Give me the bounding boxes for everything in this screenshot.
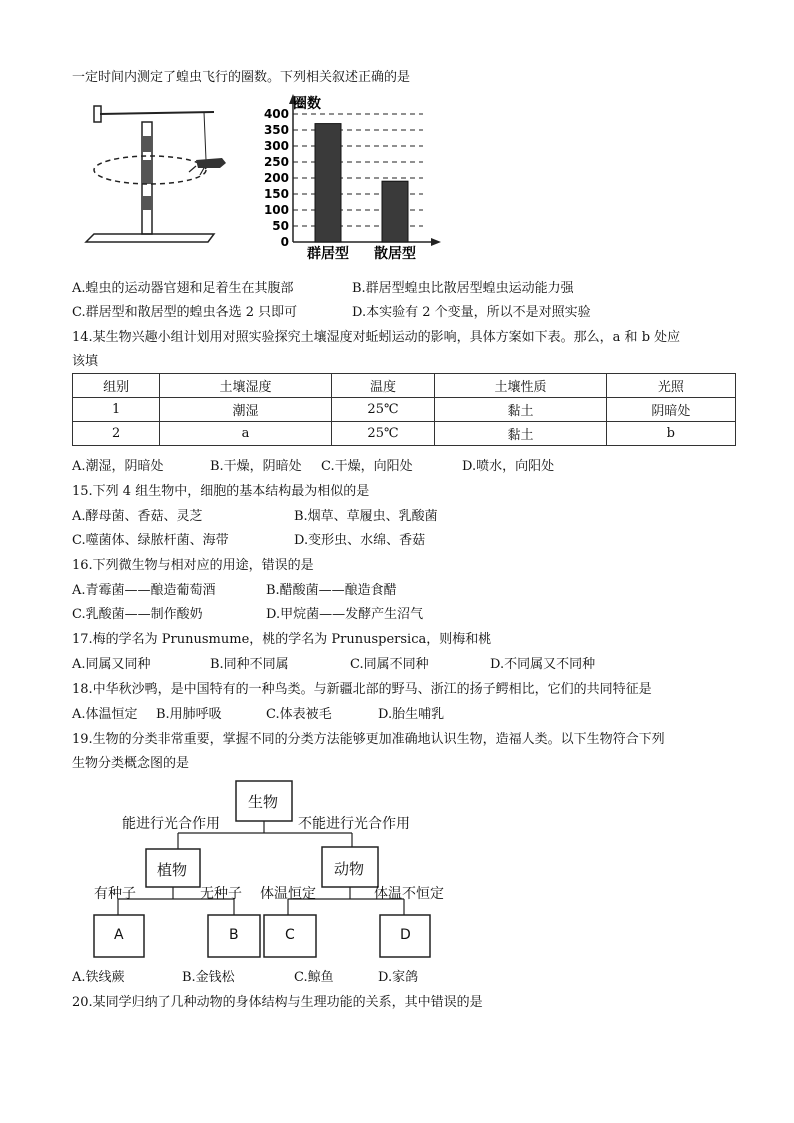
q20-stem: 20.某同学归纳了几种动物的身体结构与生理功能的关系，其中错误的是 [72,995,483,1010]
diagram-animal-right-label: 体温不恒定 [374,886,444,902]
q14-stem-line1: 14.某生物兴趣小组计划用对照实验探究土壤湿度对蚯蚓运动的影响，具体方案如下表。那么，a 和 b 处应 [72,330,681,345]
q13-option-d[interactable]: D.本实验有 2 个变量，所以不是对照实验 [352,305,591,320]
chart-x-tick-labels [307,245,416,262]
q13-option-b[interactable]: B.群居型蝗虫比散居型蝗虫运动能力强 [352,281,574,296]
table-row [73,422,736,446]
table-cell: 黏土 [435,398,606,422]
chart-x-axis-arrow [431,238,441,246]
q16-option-c[interactable]: C.乳酸菌——制作酸奶 [72,607,203,622]
table-cell: 潮湿 [160,398,331,422]
table-cell: 2 [73,422,160,446]
table-cell: b [606,422,735,446]
chart-axes [289,94,441,246]
q14-option-b[interactable]: B.干燥，阴暗处 [210,459,302,474]
chart-x-tick-label: 群居型 [307,246,349,262]
table-cell: a [160,422,331,446]
chart-y-tick-label: 250 [263,155,289,169]
q15-option-b[interactable]: B.烟草、草履虫、乳酸菌 [294,509,438,524]
diagram-left-branch-label: 能进行光合作用 [122,816,220,832]
diagram-leaf-b: B [229,927,239,943]
diagram-animal-left-label: 体温恒定 [260,886,316,902]
q18-option-c[interactable]: C.体表被毛 [266,707,332,722]
chart-bar [315,124,341,242]
chart-y-tick-label: 100 [263,203,289,217]
chart-y-tick-label: 50 [272,219,289,233]
table-cell: 1 [73,398,160,422]
diagram-leaf-a: A [114,927,124,943]
table-header-cell: 土壤性质 [435,374,606,398]
chart-y-tick-label: 150 [263,187,289,201]
table-cell: 25℃ [331,422,435,446]
table-header-cell: 温度 [331,374,435,398]
q14-option-d[interactable]: D.喷水，向阳处 [462,459,555,474]
table-cell: 25℃ [331,398,435,422]
table-cell: 黏土 [435,422,606,446]
diagram-plant-right-label: 无种子 [200,886,242,902]
classification-diagram [88,775,448,965]
q13-option-a[interactable]: A.蝗虫的运动器官翅和足着生在其腹部 [72,281,294,296]
q15-option-d[interactable]: D.变形虫、水绵、香菇 [294,533,426,548]
q19-stem-line1: 19.生物的分类非常重要，掌握不同的分类方法能够更加准确地认识生物，造福人类。以下生物符合下列 [72,732,665,747]
chart-y-axis-label: 圈数 [293,96,321,112]
diagram-plant-left-label: 有种子 [94,886,136,902]
q17-option-b[interactable]: B.同种不同属 [210,657,289,672]
q18-option-d[interactable]: D.胎生哺乳 [378,707,445,722]
q14-table [72,373,736,446]
chart-y-tick-label: 0 [280,235,289,249]
table-header-row [73,374,736,398]
q14-stem-line2: 该填 [72,354,99,369]
q19-option-d[interactable]: D.家鸽 [378,970,419,985]
chart-x-tick-label: 散居型 [374,246,416,262]
q17-option-a[interactable]: A.同属又同种 [72,657,151,672]
table-row [73,398,736,422]
q14-option-c[interactable]: C.干燥，向阳处 [321,459,413,474]
diagram-root-label: 生物 [248,793,279,811]
diagram-leaf-d: D [400,927,411,943]
q16-option-d[interactable]: D.甲烷菌——发酵产生沼气 [266,607,424,622]
diagram-plant-label: 植物 [157,861,188,879]
table-cell: 阴暗处 [606,398,735,422]
q15-option-c[interactable]: C.噬菌体、绿脓杆菌、海带 [72,533,229,548]
q17-option-d[interactable]: D.不同属又不同种 [490,657,596,672]
q18-stem: 18.中华秋沙鸭，是中国特有的一种鸟类。与新疆北部的野马、浙江的扬子鳄相比，它们的共同特征是 [72,682,652,697]
diagram-leaf-c: C [285,927,295,943]
q16-option-b[interactable]: B.醋酸菌——酿造食醋 [266,583,397,598]
chart-bars [315,124,408,242]
q16-stem: 16.下列微生物与相对应的用途，错误的是 [72,558,314,573]
q19-option-c[interactable]: C.鲸鱼 [294,970,334,985]
q13-option-c[interactable]: C.群居型和散居型的蝗虫各选 2 只即可 [72,305,298,320]
locust-flight-apparatus-icon [84,100,274,250]
q19-option-b[interactable]: B.金钱松 [182,970,235,985]
q18-option-b[interactable]: B.用肺呼吸 [156,707,222,722]
q17-option-c[interactable]: C.同属不同种 [350,657,429,672]
q17-stem: 17.梅的学名为 Prunusmume，桃的学名为 Prunuspersica，则梅和桃 [72,632,492,647]
chart-y-tick-label: 200 [263,171,289,185]
q15-stem: 15.下列 4 组生物中，细胞的基本结构最为相似的是 [72,484,370,499]
q15-option-a[interactable]: A.酵母菌、香菇、灵芝 [72,509,203,524]
diagram-animal-label: 动物 [334,860,365,878]
chart-bar [382,181,408,242]
table-header-cell: 组别 [73,374,160,398]
table-header-cell: 光照 [606,374,735,398]
q18-option-a[interactable]: A.体温恒定 [72,707,138,722]
flight-laps-bar-chart [255,92,445,262]
q19-option-a[interactable]: A.铁线蕨 [72,970,125,985]
q16-option-a[interactable]: A.青霉菌——酿造葡萄酒 [72,583,216,598]
intro-text: 一定时间内测定了蝗虫飞行的圈数。下列相关叙述正确的是 [72,70,411,85]
diagram-right-branch-label: 不能进行光合作用 [298,816,410,832]
chart-y-tick-label: 400 [263,107,289,121]
chart-y-tick-labels [264,107,289,249]
q19-stem-line2: 生物分类概念图的是 [72,756,190,771]
chart-y-tick-label: 350 [263,123,289,137]
q14-option-a[interactable]: A.潮湿，阴暗处 [72,459,164,474]
table-header-cell: 土壤湿度 [160,374,331,398]
chart-y-tick-label: 300 [263,139,289,153]
